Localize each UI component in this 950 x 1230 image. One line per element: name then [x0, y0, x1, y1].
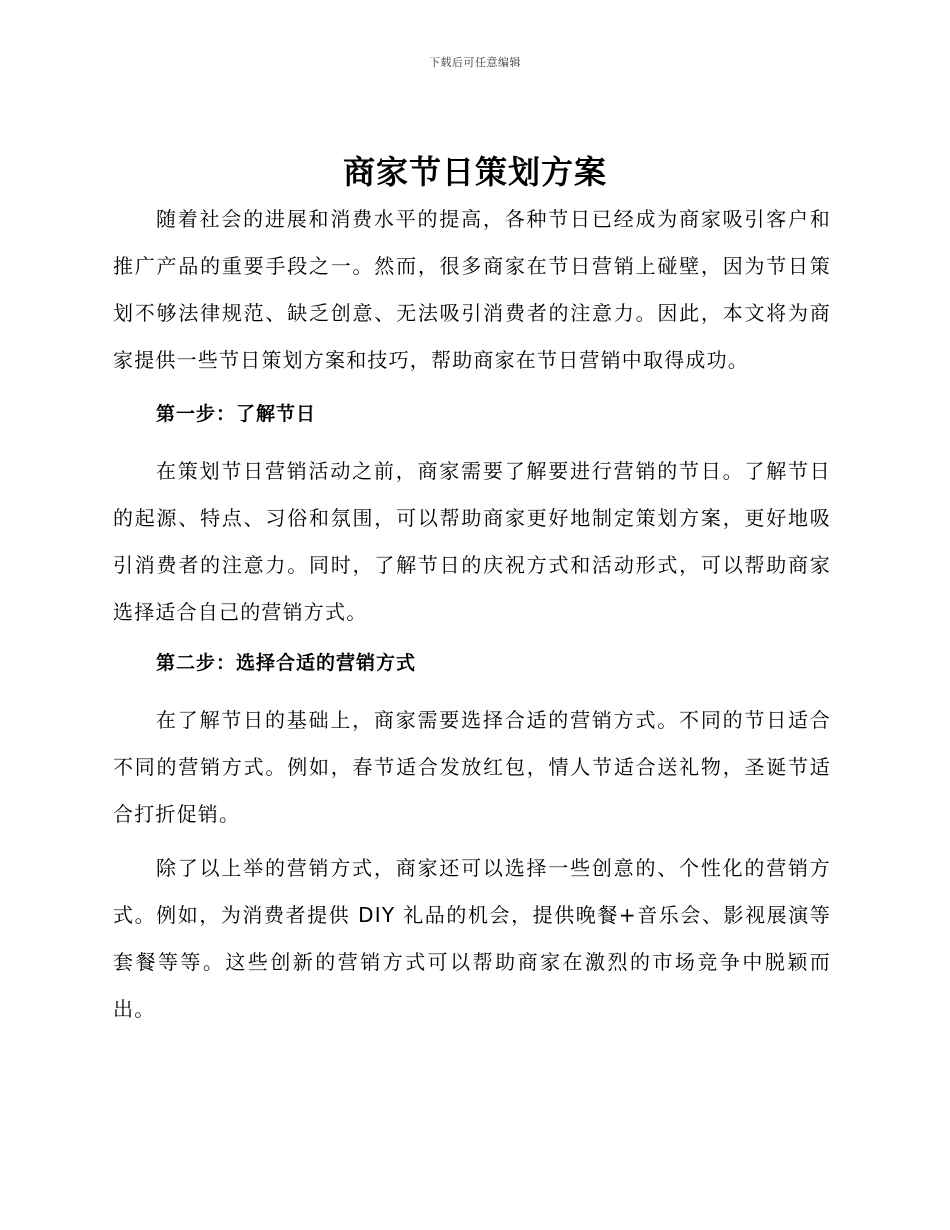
step-2-paragraph-2: 除了以上举的营销方式，商家还可以选择一些创意的、个性化的营销方式。例如，为消费者提供 DIY 礼品的机会，提供晚餐+音乐会、影视展演等套餐等等。这些创新的营销方式可以帮助商家在激烈的市场竞争中脱颖而出。	[113, 856, 831, 1021]
step-2-paragraph-1: 在了解节日的基础上，商家需要选择合适的营销方式。不同的节日适合不同的营销方式。例如，春节适合发放红包，情人节适合送礼物，圣诞节适合打折促销。	[113, 708, 831, 826]
section-heading-step-1: 第一步：了解节日	[156, 403, 317, 425]
intro-paragraph: 随着社会的进展和消费水平的提高，各种节日已经成为商家吸引客户和推广产品的重要手段之一。然而，很多商家在节日营销上碰壁，因为节日策划不够法律规范、缺乏创意、无法吸引消费者的注意力。因此，本文将为商家提供一些节日策划方案和技巧，帮助商家在节日营销中取得成功。	[113, 207, 831, 372]
step-1-paragraph: 在策划节日营销活动之前，商家需要了解要进行营销的节日。了解节日的起源、特点、习俗和氛围，可以帮助商家更好地制定策划方案，更好地吸引消费者的注意力。同时，了解节日的庆祝方式和活动形式，可以帮助商家选择适合自己的营销方式。	[113, 459, 831, 624]
document-title: 商家节日策划方案	[342, 153, 607, 191]
page-header-note: 下载后可任意编辑	[429, 56, 521, 69]
section-heading-step-2: 第二步：选择合适的营销方式	[156, 652, 417, 674]
